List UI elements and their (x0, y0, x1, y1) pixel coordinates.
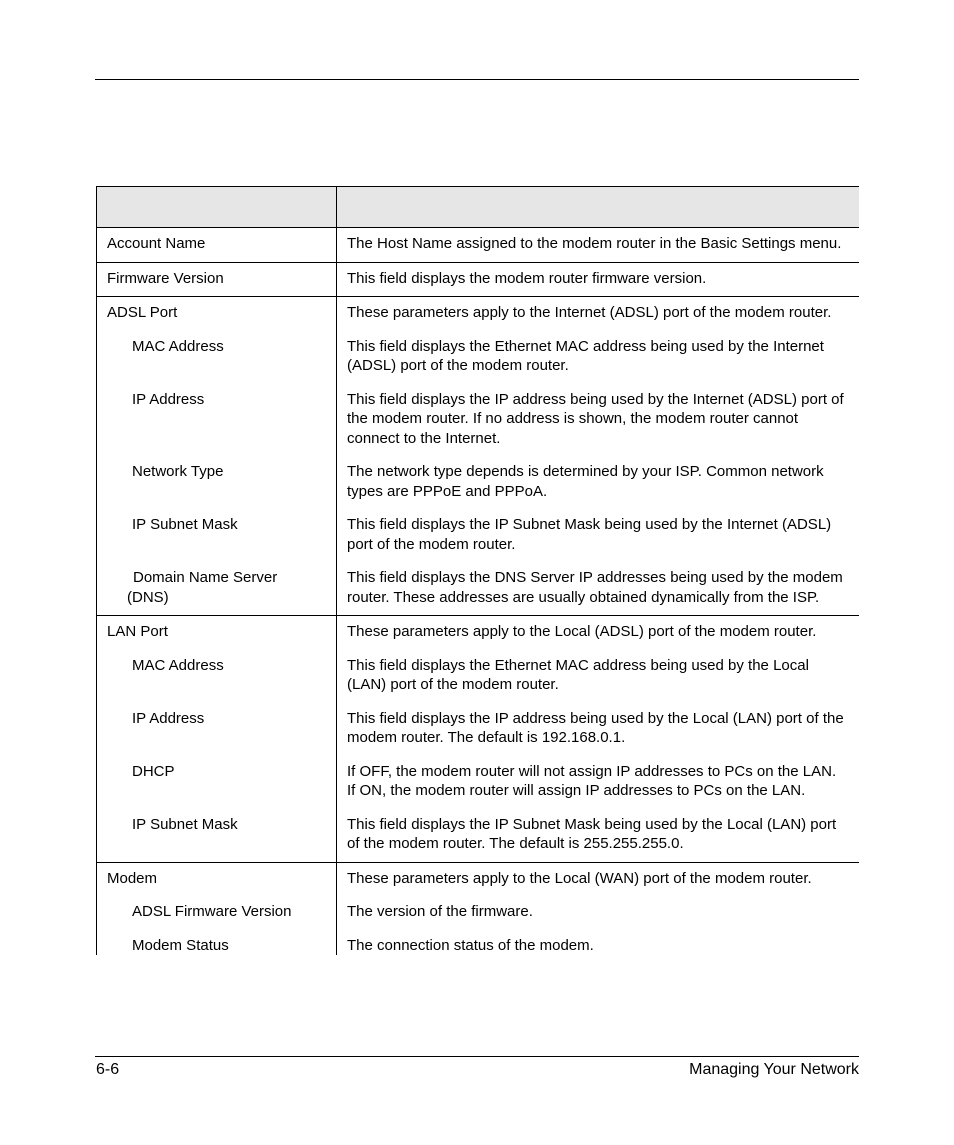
field-name-line: (DNS) (127, 588, 169, 606)
page-number: 6-6 (96, 1061, 120, 1078)
field-description: These parameters apply to the Local (ADSL) port of the modem router. (337, 616, 860, 642)
table-row (97, 228, 860, 263)
field-name: Modem Status (97, 922, 337, 956)
field-name-line: Domain Name Server (133, 569, 278, 586)
header-field (97, 187, 337, 228)
field-name: DHCP (97, 748, 337, 801)
field-description: This field displays the Ethernet MAC address being used by the Internet (ADSL) port of the modem router. (337, 323, 860, 376)
description-line: If OFF, the modem router will not assign IP addresses to PCs on the LAN. (347, 762, 837, 780)
field-description: The connection status of the modem. (337, 922, 860, 956)
table-row (97, 616, 860, 642)
group-name: ADSL Port (97, 297, 337, 323)
field-name: IP Address (97, 376, 337, 449)
field-description: These parameters apply to the Local (WAN) port of the modem router. (337, 862, 860, 888)
header-rule (95, 79, 859, 80)
section-title: Managing Your Network (689, 1061, 859, 1078)
description-line: If ON, the modem router will assign IP addresses to PCs on the LAN. (347, 782, 806, 799)
field-description: The Host Name assigned to the modem router in the Basic Settings menu. (337, 228, 860, 263)
table-row (97, 801, 860, 863)
field-name: Firmware Version (97, 262, 337, 297)
table-row (97, 695, 860, 748)
field-description: This field displays the DNS Server IP addresses being used by the modem router. These addresses are usually obtained dynamically from the ISP. (337, 554, 860, 616)
field-description: This field displays the IP address being used by the Internet (ADSL) port of the modem router. If no address is shown, the modem router cannot connect to the Internet. (337, 376, 860, 449)
group-name: Modem (97, 862, 337, 888)
field-description: This field displays the IP Subnet Mask being used by the Internet (ADSL) port of the modem router. (337, 501, 860, 554)
field-name: MAC Address (97, 323, 337, 376)
field-name (97, 554, 337, 616)
table-row (97, 862, 860, 888)
footer-rule (95, 1056, 859, 1057)
field-name: IP Subnet Mask (97, 801, 337, 863)
table-row (97, 888, 860, 922)
field-name: Network Type (97, 448, 337, 501)
field-description: The network type depends is determined by your ISP. Common network types are PPPoE and PPPoA. (337, 448, 860, 501)
field-description: These parameters apply to the Internet (ADSL) port of the modem router. (337, 297, 860, 323)
field-name: ADSL Firmware Version (97, 888, 337, 922)
field-name: IP Address (97, 695, 337, 748)
table-row (97, 642, 860, 695)
field-description: This field displays the IP address being used by the Local (LAN) port of the modem router. The default is 192.168.0.1. (337, 695, 860, 748)
field-description: This field displays the Ethernet MAC address being used by the Local (LAN) port of the modem router. (337, 642, 860, 695)
router-status-table (96, 186, 859, 955)
field-name: IP Subnet Mask (97, 501, 337, 554)
table-row (97, 376, 860, 449)
field-description: This field displays the modem router firmware version. (337, 262, 860, 297)
table-header-row (97, 187, 860, 228)
table-row (97, 748, 860, 801)
table-row (97, 262, 860, 297)
header-description (337, 187, 860, 228)
field-description: The version of the firmware. (337, 888, 860, 922)
table-row (97, 922, 860, 956)
table-row (97, 554, 860, 616)
field-description (337, 748, 860, 801)
group-name: LAN Port (97, 616, 337, 642)
table-row (97, 323, 860, 376)
field-description: This field displays the IP Subnet Mask being used by the Local (LAN) port of the modem router. The default is 255.255.255.0. (337, 801, 860, 863)
status-table-container (96, 186, 859, 1036)
table-row (97, 501, 860, 554)
table-row (97, 448, 860, 501)
table-row (97, 297, 860, 323)
field-name: Account Name (97, 228, 337, 263)
field-name: MAC Address (97, 642, 337, 695)
